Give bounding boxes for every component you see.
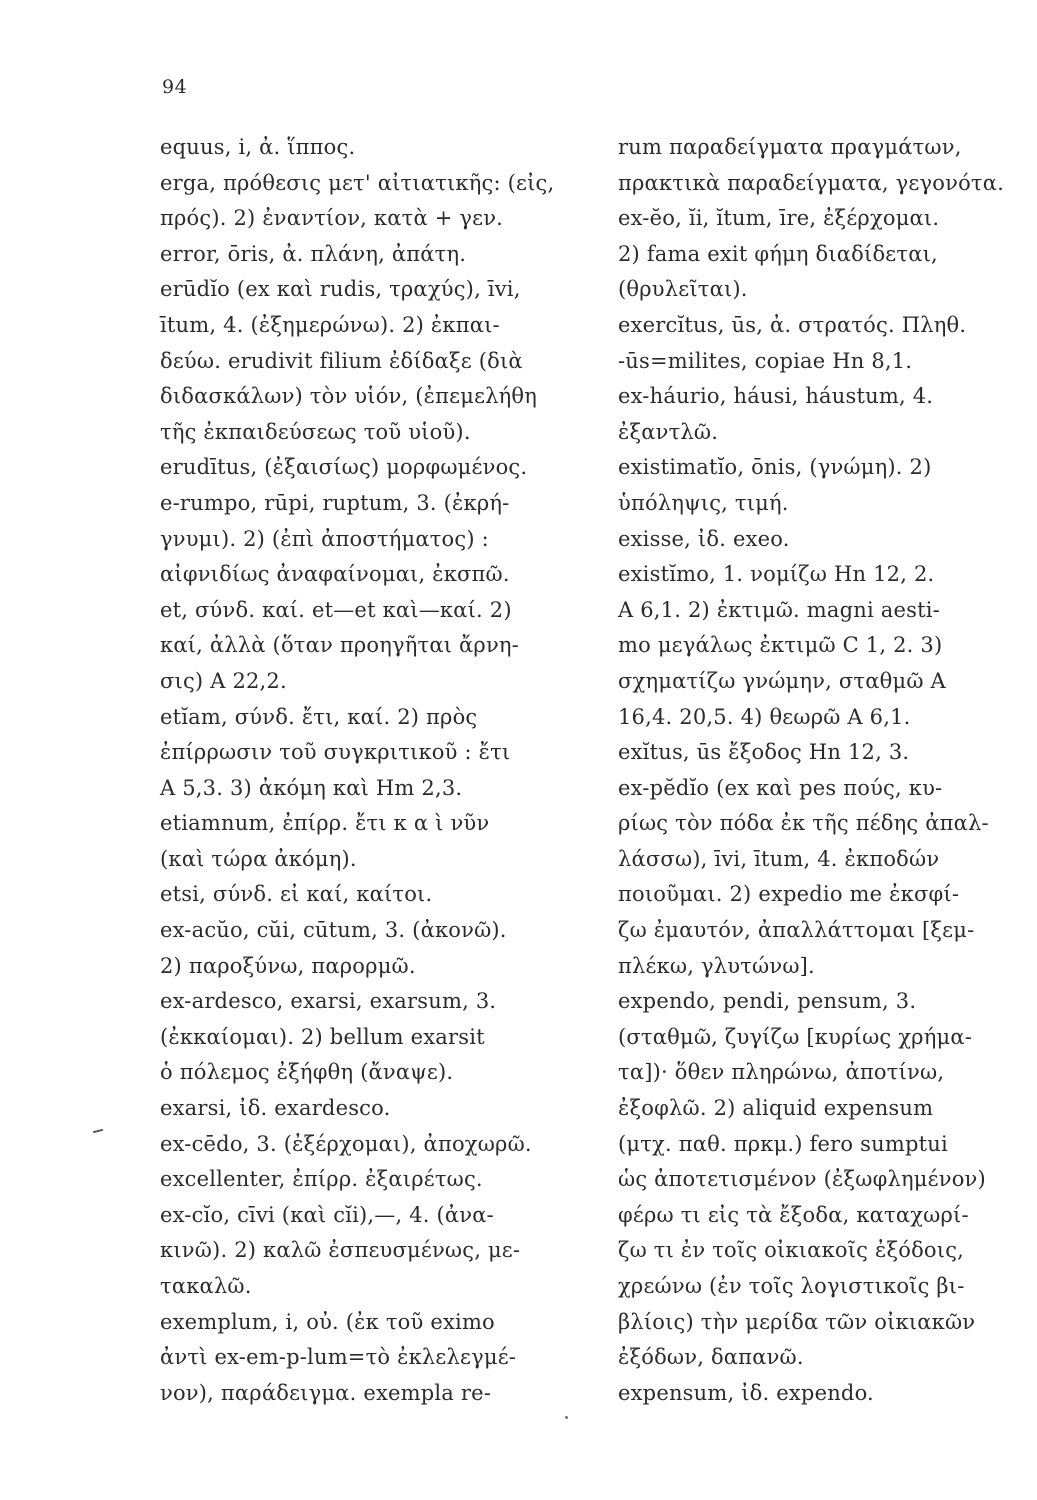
text-line: γνυμι). 2) (ἐπὶ ἀποστήματος) : [160, 526, 489, 551]
text-line: ὁ πόλεμος ἐξήφθη (ἄναψε). [160, 1060, 454, 1085]
text-line: -ūs=milites, copiae Hn 8,1. [618, 348, 913, 373]
text-line: expensum, ἰδ. expendo. [618, 1380, 874, 1405]
text-line: ex-pĕdĭo (ex καὶ pes πούς, κυ- [618, 775, 943, 800]
text-line: πλέκω, γλυτώνω]. [618, 953, 815, 978]
text-line: exemplum, i, οὐ. (ἐκ τοῦ eximo [160, 1309, 495, 1334]
text-line: τα])· ὅθεν πληρώνω, ἀποτίνω, [618, 1060, 945, 1085]
page-number: 94 [162, 76, 188, 98]
text-line: κινῶ). 2) καλῶ ἐσπευσμένως, με- [160, 1238, 521, 1263]
text-line: ex-acŭo, cŭi, cūtum, 3. (ἀκονῶ). [160, 918, 507, 943]
text-line: (καὶ τώρα ἀκόμη). [160, 846, 357, 871]
text-line: ἐξόδων, δαπανῶ. [618, 1345, 804, 1370]
text-line: ἐπίρρωσιν τοῦ συγκριτικοῦ : ἔτι [160, 740, 511, 765]
scan-mark [93, 1129, 103, 1133]
text-line: ὑπόληψις, τιμή. [618, 490, 789, 515]
text-line: ρίως τὸν πόδα ἐκ τῆς πέδης ἀπαλ- [618, 811, 989, 836]
text-line: (θρυλεῖται). [618, 277, 748, 302]
text-line: error, ōris, ἀ. πλάνη, ἀπάτη. [160, 241, 467, 266]
text-line: excellenter, ἐπίρρ. ἐξαιρέτως. [160, 1167, 483, 1192]
text-line: ex-cĭo, cīvi (καὶ cĭi),—, 4. (ἀνα- [160, 1202, 494, 1227]
text-line: e-rumpo, rūpi, ruptum, 3. (ἐκρή- [160, 490, 510, 515]
text-line: existimatĭo, ōnis, (γνώμη). 2) [618, 455, 932, 480]
text-line: καί, ἀλλὰ (ὅταν προηγῆται ἄρνη- [160, 633, 520, 658]
text-line: 2) fama exit φήμη διαδίδεται, [618, 241, 938, 266]
text-line: expendo, pendi, pensum, 3. [618, 989, 917, 1014]
text-line: erga, πρόθεσις μετ' αἰτιατικῆς: (εἰς, [160, 170, 555, 195]
text-line: ὡς ἀποτετισμένον (ἐξωφλημένον) [618, 1167, 986, 1192]
text-line: equus, i, ἀ. ἵππος. [160, 135, 356, 159]
text-line: τῆς ἐκπαιδεύσεως τοῦ υἱοῦ). [160, 419, 471, 444]
text-line: existĭmo, 1. νομίζω Hn 12, 2. [618, 562, 935, 587]
text-line: ex-ĕo, ĭi, ĭtum, īre, ἐξέρχομαι. [618, 206, 940, 231]
text-line: etiamnum, ἐπίρρ. ἔτι κ α ὶ νῦν [160, 811, 490, 836]
text-line: ἐξοφλῶ. 2) aliquid expensum [618, 1096, 934, 1121]
left-column [160, 130, 590, 1411]
text-line: 16,4. 20,5. 4) θεωρῶ Α 6,1. [618, 704, 911, 729]
right-column [618, 130, 1037, 1411]
text-line: ἀντὶ ex-em-p-lum=τὸ ἐκλελεγμέ- [160, 1345, 517, 1370]
text-line: φέρω τι εἰς τὰ ἔξοδα, καταχωρί- [618, 1202, 969, 1227]
text-line: ītum, 4. (ἐξημερώνω). 2) ἐκπαι- [160, 312, 500, 337]
text-line: etsi, σύνδ. εἰ καί, καίτοι. [160, 882, 433, 907]
text-line: πρός). 2) ἐναντίον, κατὰ + γεν. [160, 206, 504, 231]
text-line: χρεώνω (ἐν τοῖς λογιστικοῖς βι- [618, 1274, 965, 1298]
text-line: ζω ἐμαυτόν, ἀπαλλάττομαι [ξεμ- [618, 918, 975, 943]
text-line: τακαλῶ. [160, 1274, 252, 1298]
text-line: δεύω. erudivit filium ἐδίδαξε (διὰ [160, 348, 523, 373]
text-line: ex-ardesco, exarsi, exarsum, 3. [160, 989, 497, 1014]
text-line: ποιοῦμαι. 2) expedio me ἐκσφί- [618, 882, 960, 907]
text-line: rum παραδείγματα πραγμάτων, [618, 135, 962, 159]
text-line: erūdĭo (ex καὶ rudis, τραχύς), īvi, [160, 277, 521, 302]
text-line: (σταθμῶ, ζυγίζω [κυρίως χρήμα- [618, 1024, 973, 1049]
text-line: σχηματίζω γνώμην, σταθμῶ Α [618, 668, 946, 693]
text-line: νον), παράδειγμα. exempla re- [160, 1380, 492, 1405]
text-line: διδασκάλων) τὸν υἱόν, (ἐπεμελήθη [160, 384, 538, 409]
text-line: et, σύνδ. καί. et—et καὶ—καί. 2) [160, 597, 512, 622]
scan-mark [565, 1416, 568, 1419]
text-line: 2) παροξύνω, παρορμῶ. [160, 953, 416, 978]
text-line: exercĭtus, ūs, ἀ. στρατός. Πληθ. [618, 312, 967, 337]
text-line: λάσσω), īvi, ītum, 4. ἐκποδών [618, 846, 940, 871]
text-line: mo μεγάλως ἐκτιμῶ C 1, 2. 3) [618, 633, 943, 658]
text-line: σις) Α 22,2. [160, 668, 287, 693]
text-line: ζω τι ἐν τοῖς οἰκιακοῖς ἐξόδοις, [618, 1238, 965, 1263]
text-line: ἐξαντλῶ. [618, 419, 719, 444]
text-line: exisse, ἰδ. exeo. [618, 526, 790, 551]
text-line: αἰφνιδίως ἀναφαίνομαι, ἐκσπῶ. [160, 562, 510, 587]
text-line: exĭtus, ūs ἔξοδος Hn 12, 3. [618, 740, 910, 765]
text-line: ex-háurio, háusi, háustum, 4. [618, 384, 934, 409]
text-line: etĭam, σύνδ. ἔτι, καί. 2) πρὸς [160, 704, 478, 729]
text-line: Α 6,1. 2) ἐκτιμῶ. magni aesti- [618, 597, 940, 622]
text-line: (ἐκκαίομαι). 2) bellum exarsit [160, 1024, 485, 1049]
text-line: (μτχ. παθ. πρκμ.) fero sumptui [618, 1131, 948, 1156]
text-line: βλίοις) τὴν μερίδα τῶν οἰκιακῶν [618, 1309, 976, 1334]
text-line: ex-cēdo, 3. (ἐξέρχομαι), ἀποχωρῶ. [160, 1131, 532, 1156]
text-line: πρακτικὰ παραδείγματα, γεγονότα. [618, 170, 1004, 195]
text-line: Α 5,3. 3) ἀκόμη καὶ Hm 2,3. [160, 775, 463, 800]
text-line: erudītus, (ἐξαισίως) μορφωμένος. [160, 455, 528, 480]
text-line: exarsi, ἰδ. exardesco. [160, 1096, 391, 1121]
